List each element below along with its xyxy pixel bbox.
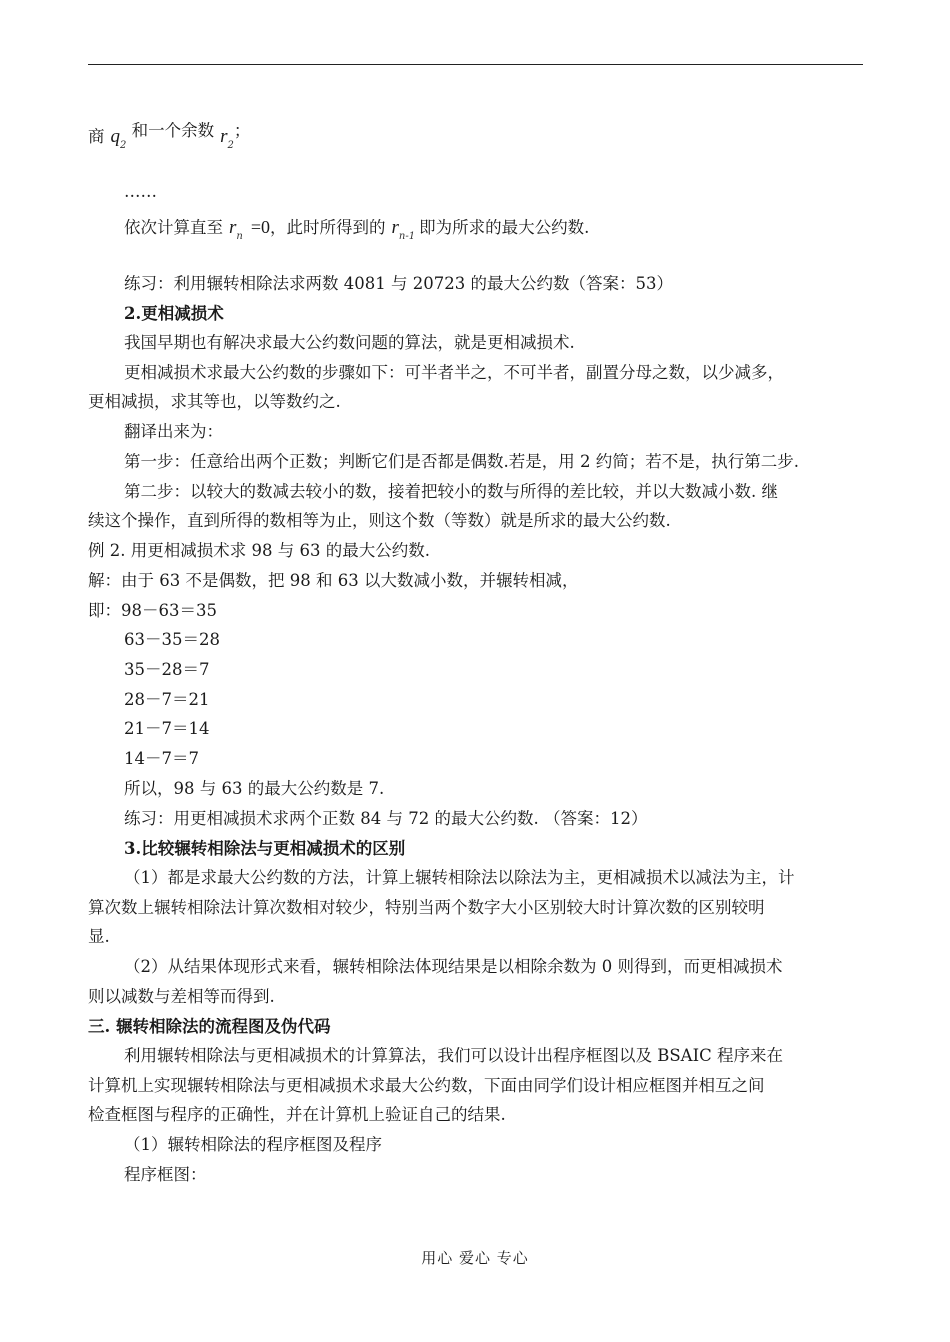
solution-line: 解：由于 63 不是偶数，把 98 和 63 以大数减小数，并辗转相减， bbox=[88, 571, 579, 590]
section-heading-3: 3.比较辗转相除法与更相减损术的区别 bbox=[124, 839, 406, 858]
calc-line: 35－28＝7 bbox=[124, 660, 210, 679]
paragraph-line: 检查框图与程序的正确性，并在计算机上验证自己的结果. bbox=[88, 1105, 506, 1124]
step-one: 第一步：任意给出两个正数；判断它们是否都是偶数.若是，用 2 约简；若不是，执行第二步. bbox=[124, 452, 799, 471]
math-r: r bbox=[220, 126, 228, 147]
conclusion-line: 所以，98 与 63 的最大公约数是 7. bbox=[124, 779, 385, 798]
flowchart-label: 程序框图： bbox=[124, 1165, 207, 1184]
calc-line: 28－7＝21 bbox=[124, 690, 210, 709]
ellipsis: …… bbox=[124, 182, 157, 201]
math-eq: =0 bbox=[250, 217, 271, 237]
header-rule bbox=[88, 64, 863, 65]
text: 商 bbox=[88, 127, 105, 146]
text: 和一个余数 bbox=[131, 121, 215, 140]
calc-line: 63－35＝28 bbox=[124, 630, 220, 649]
line-until bbox=[124, 216, 589, 242]
example-2: 例 2. 用更相减损术求 98 与 63 的最大公约数. bbox=[88, 541, 430, 560]
section-heading-2: 2.更相减损术 bbox=[124, 304, 224, 323]
section-heading-three: 三. 辗转相除法的流程图及伪代码 bbox=[88, 1017, 331, 1036]
math-sub: 2 bbox=[227, 140, 234, 151]
paragraph-line: （1）都是求最大公约数的方法，计算上辗转相除法以除法为主，更相减损术以减法为主，计 bbox=[124, 868, 795, 887]
calc-line: 14－7＝7 bbox=[124, 749, 199, 768]
practice-1: 练习：利用辗转相除法求两数 4081 与 20723 的最大公约数（答案：53） bbox=[124, 274, 673, 293]
text: 依次计算直至 bbox=[124, 218, 223, 237]
math-r: r bbox=[229, 217, 237, 238]
practice-2: 练习：用更相减损术求两个正数 84 与 72 的最大公约数. （答案：12） bbox=[124, 809, 648, 828]
paragraph-line: 则以减数与差相等而得到. bbox=[88, 987, 275, 1006]
paragraph-line: 续这个操作，直到所得的数相等为止，则这个数（等数）就是所求的最大公约数. bbox=[88, 511, 671, 530]
math-q: q bbox=[110, 126, 120, 147]
math-sub: n bbox=[236, 231, 243, 242]
paragraph-line: 算次数上辗转相除法计算次数相对较少，特别当两个数字大小区别较大时计算次数的区别较明 bbox=[88, 898, 765, 917]
paragraph-line: 翻译出来为： bbox=[124, 422, 223, 441]
step-two: 第二步：以较大的数减去较小的数，接着把较小的数与所得的差比较，并以大数减小数. 继 bbox=[124, 482, 778, 501]
paragraph-line: 计算机上实现辗转相除法与更相减损术求最大公约数，下面由同学们设计相应框图并相互之间 bbox=[88, 1076, 765, 1095]
paragraph-line: 利用辗转相除法与更相减损术的计算算法，我们可以设计出程序框图以及 BSAIC 程序来在 bbox=[124, 1046, 783, 1065]
math-sub: 2 bbox=[120, 140, 127, 151]
text: 即为所求的最大公约数. bbox=[419, 218, 590, 237]
calc-line: 即：98－63＝35 bbox=[88, 601, 217, 620]
paragraph-line: 更相减损术求最大公约数的步骤如下：可半者半之，不可半者，副置分母之数，以少减多， bbox=[124, 363, 784, 382]
text: ； bbox=[233, 121, 251, 140]
calc-line: 21－7＝14 bbox=[124, 719, 210, 738]
paragraph-line: 更相减损，求其等也，以等数约之. bbox=[88, 392, 341, 411]
paragraph-line: （2）从结果体现形式来看，辗转相除法体现结果是以相除余数为 0 则得到，而更相减损术 bbox=[124, 957, 783, 976]
page-footer: 用心 爱心 专心 bbox=[421, 1249, 529, 1267]
text: ，此时所得到的 bbox=[270, 218, 386, 237]
math-r: r bbox=[391, 217, 399, 238]
paragraph-line: 我国早期也有解决求最大公约数问题的算法，就是更相减损术. bbox=[124, 333, 575, 352]
paragraph-line: 显. bbox=[88, 927, 110, 946]
subheading-1: （1）辗转相除法的程序框图及程序 bbox=[124, 1135, 382, 1154]
line-quotient bbox=[88, 121, 251, 151]
math-sub: n-1 bbox=[398, 231, 416, 242]
